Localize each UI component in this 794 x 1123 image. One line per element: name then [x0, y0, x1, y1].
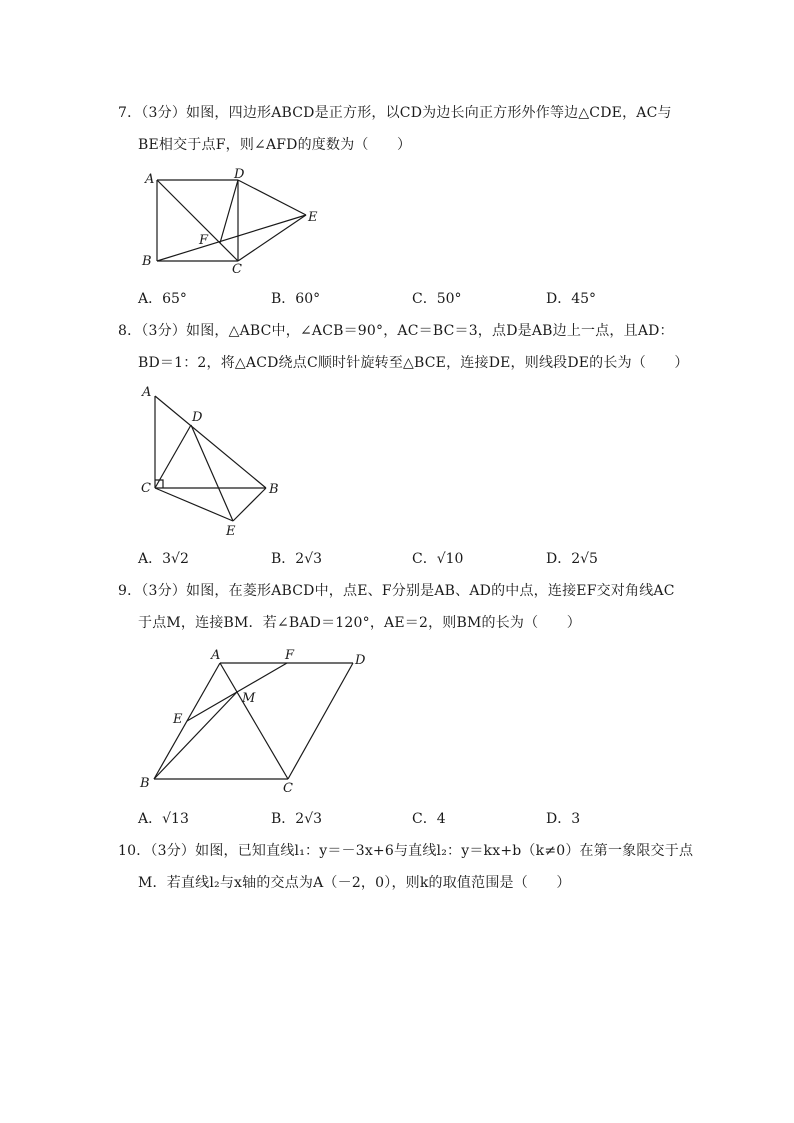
q7-label-A: A [145, 172, 155, 187]
q9-label-A: A [211, 648, 221, 663]
q7-option-a: A．65° [138, 291, 187, 307]
q9-seg-DC [288, 663, 353, 779]
q7-seg-FD [220, 180, 238, 243]
q7-seg-CE [238, 215, 306, 261]
q8-seg-DE [191, 425, 233, 521]
q7-label-D: D [234, 167, 245, 182]
q9-label-D: D [355, 653, 366, 668]
q9-line2: 于点M，连接BM．若∠BAD＝120°，AE＝2，则BM的长为（ ） [138, 615, 581, 631]
q9-option-a: A．√13 [138, 811, 189, 827]
q7-option-b: B．60° [271, 291, 321, 307]
q8-seg-CD [155, 425, 191, 488]
q8-seg-AB [155, 396, 266, 488]
q7-label-E: E [308, 210, 318, 225]
q7-label-B: B [142, 254, 152, 269]
q8-label-A: A [142, 385, 152, 400]
q9-seg-AC [220, 663, 288, 779]
q7-label-C: C [232, 262, 242, 277]
q8-line1: 8．（3分）如图，△ABC中，∠ACB＝90°，AC＝BC＝3，点D是AB边上一点，且AD： [118, 323, 674, 339]
q8-option-b: B．2√3 [271, 551, 323, 567]
q8-seg-BE [233, 488, 266, 521]
q8-option-a: A．3√2 [138, 551, 189, 567]
q8-label-C: C [141, 481, 151, 496]
q9-label-E: E [173, 712, 183, 727]
q10-line2: M．若直线l₂与x轴的交点为A（－2，0），则k的取值范围是（ ） [138, 875, 571, 891]
q9-line1: 9．（3分）如图，在菱形ABCD中，点E、F分别是AB、AD的中点，连接EF交对角线AC [118, 583, 675, 599]
q8-figure [138, 383, 298, 543]
q9-figure [136, 645, 376, 795]
q8-label-E: E [226, 524, 236, 539]
q7-option-c: C．50° [412, 291, 462, 307]
q7-label-F: F [199, 233, 209, 248]
q9-label-M: M [242, 691, 256, 706]
q9-label-F: F [285, 648, 295, 663]
q8-line2: BD＝1：2，将△ACD绕点C顺时针旋转至△BCE，连接DE，则线段DE的长为（ ） [138, 355, 689, 371]
q7-option-d: D．45° [546, 291, 597, 307]
q8-option-c: C．√10 [412, 551, 464, 567]
q10-line1: 10．（3分）如图，已知直线l₁：y＝－3x+6与直线l₂：y＝kx+b（k≠0）在第一象限交于点 [118, 843, 694, 859]
q8-option-d: D．2√5 [546, 551, 598, 567]
q7-line2: BE相交于点F，则∠AFD的度数为（ ） [138, 137, 412, 153]
q7-seg-DE [238, 180, 306, 215]
q7-figure [140, 165, 340, 280]
q9-option-b: B．2√3 [271, 811, 323, 827]
q9-label-C: C [283, 781, 293, 796]
q9-label-B: B [140, 776, 150, 791]
q8-label-B: B [269, 482, 279, 497]
q9-option-d: D．3 [546, 811, 581, 827]
q7-line1: 7．（3分）如图，四边形ABCD是正方形，以CD为边长向正方形外作等边△CDE，AC与 [118, 105, 672, 121]
q8-label-D: D [192, 410, 203, 425]
q9-option-c: C．4 [412, 811, 446, 827]
